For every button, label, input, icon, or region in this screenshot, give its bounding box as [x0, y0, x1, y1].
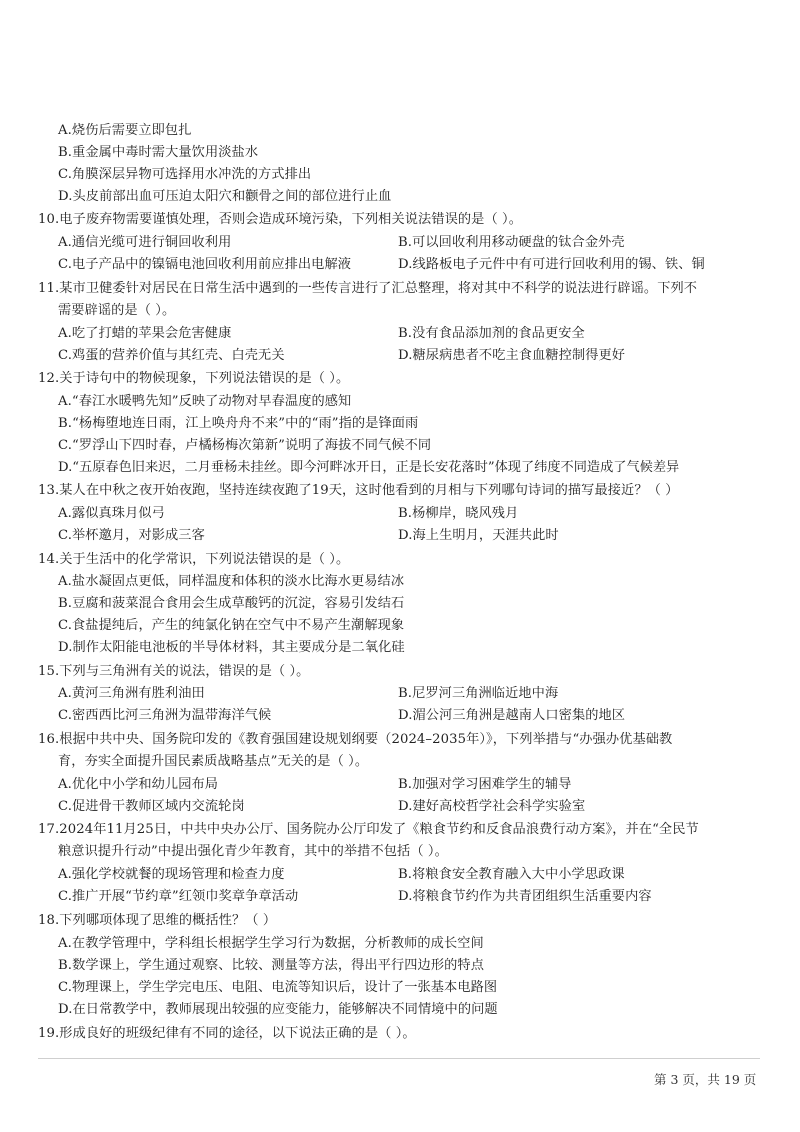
q12-stem: 12.关于诗句中的物候现象，下列说法错误的是（ ）。	[38, 371, 350, 386]
q11-stem-line2: 需要辟谣的是（ ）。	[58, 303, 176, 318]
q10-option-d: D.线路板电子元件中有可进行回收利用的锡、铁、铜	[398, 257, 705, 272]
q11-option-b: B.没有食品添加剂的食品更安全	[398, 326, 585, 341]
q14-stem: 14.关于生活中的化学常识，下列说法错误的是（ ）。	[38, 552, 350, 567]
q17-option-a: A.强化学校就餐的现场管理和检查力度	[58, 867, 285, 882]
q10-option-b: B.可以回收利用移动硬盘的钛合金外壳	[398, 235, 625, 250]
q12-option-a: A.“春江水暖鸭先知”反映了动物对早春温度的感知	[58, 394, 352, 409]
q16-option-c: C.促进骨干教师区域内交流轮岗	[58, 799, 245, 814]
page-number: 第 3 页，共 19 页	[654, 1072, 757, 1087]
q11-stem-line1: 11.某市卫健委针对居民在日常生活中遇到的一些传言进行了汇总整理，将对其中不科学的说法进行辟谣。下列不	[38, 281, 698, 296]
q14-option-d: D.制作太阳能电池板的半导体材料，其主要成分是二氧化硅	[58, 640, 405, 655]
q13-option-a: A.露似真珠月似弓	[58, 506, 165, 521]
q16-option-d: D.建好高校哲学社会科学实验室	[398, 799, 586, 814]
q13-option-c: C.举杯邀月，对影成三客	[58, 528, 205, 543]
q14-option-c: C.食盐提纯后，产生的纯氯化钠在空气中不易产生潮解现象	[58, 618, 405, 633]
q14-option-b: B.豆腐和菠菜混合食用会生成草酸钙的沉淀，容易引发结石	[58, 596, 405, 611]
q16-stem-line2: 育，夯实全面提升国民素质战略基点”无关的是（ ）。	[58, 754, 369, 769]
q9-option-a: A.烧伤后需要立即包扎	[58, 123, 192, 138]
footer-divider	[38, 1058, 760, 1059]
q13-option-d: D.海上生明月，天涯共此时	[398, 528, 559, 543]
q16-stem-line1: 16.根据中共中央、国务院印发的《教育强国建设规划纲要（2024–2035年）》，下列举措与“办强办优基础教	[38, 732, 673, 747]
q13-option-b: B.杨柳岸，晓风残月	[398, 506, 519, 521]
q15-option-a: A.黄河三角洲有胜利油田	[58, 686, 205, 701]
q18-option-b: B.数学课上，学生通过观察、比较、测量等方法，得出平行四边形的特点	[58, 958, 484, 973]
q17-option-c: C.推广开展“节约章”红领巾奖章争章活动	[58, 889, 299, 904]
q18-option-c: C.物理课上，学生学完电压、电阻、电流等知识后，设计了一张基本电路图	[58, 980, 498, 995]
q17-stem-line2: 粮意识提升行动”中提出强化青少年教育，其中的举措不包括（ ）。	[58, 844, 448, 859]
q9-option-c: C.角膜深层异物可选择用水冲洗的方式排出	[58, 167, 312, 182]
q11-option-c: C.鸡蛋的营养价值与其红壳、白壳无关	[58, 348, 285, 363]
q10-option-a: A.通信光缆可进行铜回收利用	[58, 235, 232, 250]
q15-stem: 15.下列与三角洲有关的说法，错误的是（ ）。	[38, 664, 310, 679]
q16-option-a: A.优化中小学和幼儿园布局	[58, 777, 219, 792]
q12-option-c: C.“罗浮山下四时春，卢橘杨梅次第新”说明了海拔不同气候不同	[58, 438, 432, 453]
q15-option-b: B.尼罗河三角洲临近地中海	[398, 686, 559, 701]
q14-option-a: A.盐水凝固点更低，同样温度和体积的淡水比海水更易结冰	[58, 574, 405, 589]
q19-stem: 19.形成良好的班级纪律有不同的途径，以下说法正确的是（ ）。	[38, 1026, 416, 1041]
q12-option-b: B.“杨梅堕地连日雨，江上唤舟舟不来”中的“雨”指的是锋面雨	[58, 416, 419, 431]
q17-option-b: B.将粮食安全教育融入大中小学思政课	[398, 867, 625, 882]
q10-option-c: C.电子产品中的镍镉电池回收利用前应排出电解液	[58, 257, 352, 272]
q17-option-d: D.将粮食节约作为共青团组织生活重要内容	[398, 889, 652, 904]
q9-option-b: B.重金属中毒时需大量饮用淡盐水	[58, 145, 259, 160]
q9-option-d: D.头皮前部出血可压迫太阳穴和颧骨之间的部位进行止血	[58, 189, 392, 204]
q13-stem: 13.某人在中秋之夜开始夜跑，坚持连续夜跑了19天，这时他看到的月相与下列哪句诗词的描写最接近？（ ）	[38, 483, 679, 498]
q11-option-d: D.糖尿病患者不吃主食血糖控制得更好	[398, 348, 626, 363]
q16-option-b: B.加强对学习困难学生的辅导	[398, 777, 572, 792]
q18-option-d: D.在日常教学中，教师展现出较强的应变能力，能够解决不同情境中的问题	[58, 1002, 498, 1017]
q12-option-d: D.“五原春色旧来迟，二月垂杨未挂丝。即今河畔冰开日，正是长安花落时”体现了纬度不同造成了气候差异	[58, 460, 680, 475]
q18-option-a: A.在教学管理中，学科组长根据学生学习行为数据，分析教师的成长空间	[58, 936, 484, 951]
q17-stem-line1: 17.2024年11月25日，中共中央办公厅、国务院办公厅印发了《粮食节约和反食品浪费行动方案》，并在“全民节	[38, 822, 699, 837]
q18-stem: 18.下列哪项体现了思维的概括性？（ ）	[38, 913, 277, 928]
q15-option-c: C.密西西比河三角洲为温带海洋气候	[58, 708, 272, 723]
q11-option-a: A.吃了打蜡的苹果会危害健康	[58, 326, 232, 341]
q10-stem: 10.电子废弃物需要谨慎处理，否则会造成环境污染，下列相关说法错误的是（ ）。	[38, 212, 523, 227]
q15-option-d: D.湄公河三角洲是越南人口密集的地区	[398, 708, 626, 723]
